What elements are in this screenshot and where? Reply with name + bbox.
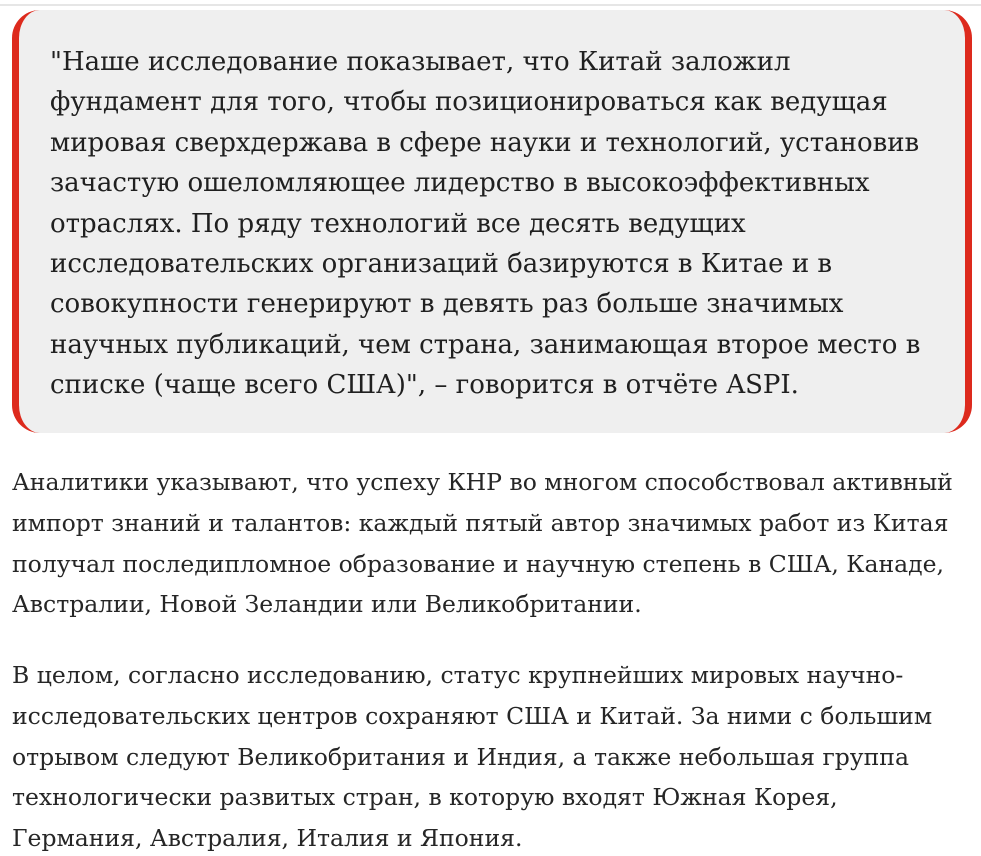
top-divider (0, 4, 981, 6)
article-paragraph-1: Аналитики указывают, что успеху КНР во многом способствовал активный импорт знаний и талантов: каждый пятый автор значимых работ из Китая получал последипломное образование и научную степень в США, Канаде, Австралии, Новой Зеландии или Великобритании. (12, 468, 953, 619)
article-paragraph-2: В целом, согласно исследованию, статус крупнейших мировых научно-исследовательских центров сохраняют США и Китай. За ними с большим отрывом следуют Великобритания и Индия, а также небольшая группа технологически развитых стран, в которую входят Южная Корея, Германия, Австралия, Италия и Япония. (12, 661, 933, 853)
pull-quote (12, 10, 972, 433)
quote-text: "Наше исследование показывает, что Китай заложил фундамент для того, чтобы позиционироваться как ведущая мировая сверхдержава в сфере науки и технологий, установив зачастую ошеломляющее лидерство в высокоэффективных отраслях. По ряду технологий все десять ведущих исследовательских организаций базируются в Китае и в совокупности генерируют в девять раз больше значимых научных публикаций, чем страна, занимающая второе место в списке (чаще всего США)", – говорится в отчёте ASPI. (50, 47, 921, 401)
